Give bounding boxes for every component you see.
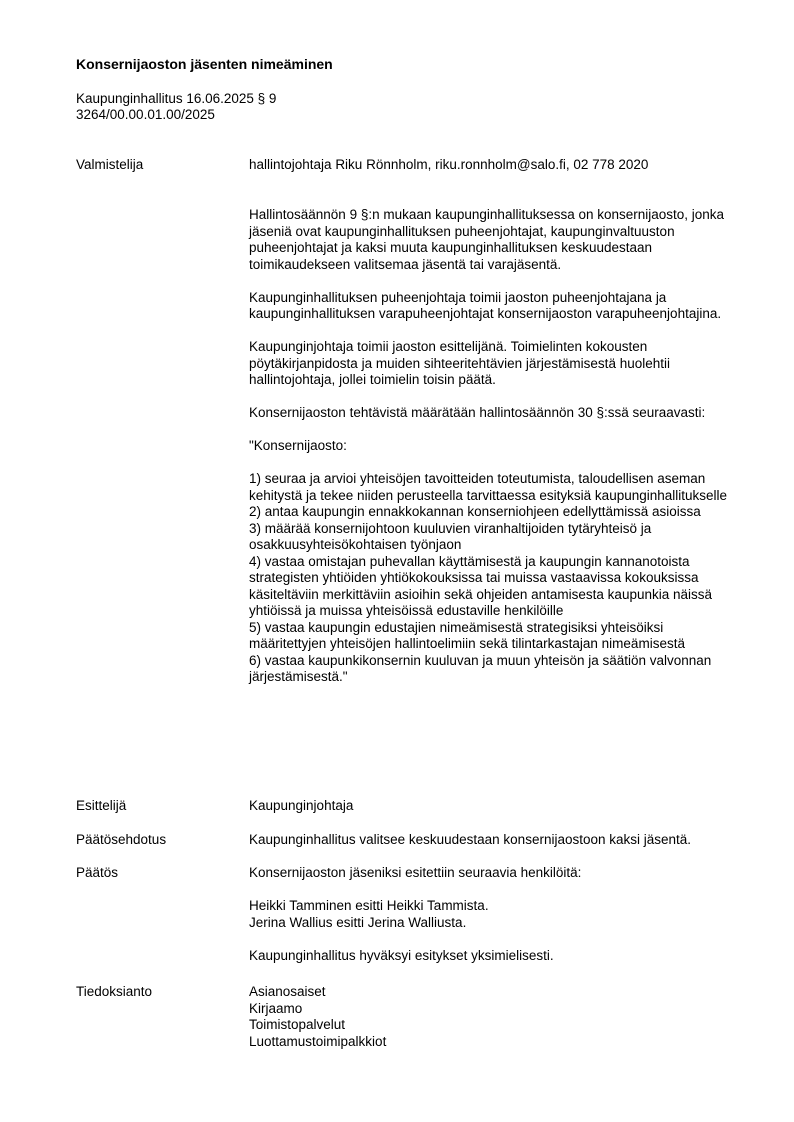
list-item: Asianosaiset	[249, 984, 326, 999]
meeting-reference: Kaupunginhallitus 16.06.2025 § 9	[76, 91, 277, 106]
paatos-line-1: Konsernijaoston jäseniksi esitettiin seuraavia henkilöitä:	[249, 865, 582, 880]
task-list	[249, 471, 735, 686]
paatos-line-3: Jerina Wallius esitti Jerina Walliusta.	[249, 914, 467, 930]
esittelija-label: Esittelijä	[76, 798, 127, 813]
paatosehdotus-value: Kaupunginhallitus valitsee keskuudestaan konsernijaostoon kaksi jäsentä.	[249, 832, 692, 847]
paragraph-3: Kaupunginjohtaja toimii jaoston esittelijänä. Toimielinten kokousten pöytäkirjanpidosta ja muiden sihteeritehtävien järjestämisestä huolehtii hallintojohtaja, jollei toimielin toisin päätä.	[249, 339, 670, 387]
esittelija-value: Kaupunginjohtaja	[249, 798, 354, 813]
list-item: 1) seuraa ja arvioi yhteisöjen tavoitteiden toteutumista, taloudellisen aseman kehitystä ja tekee niiden perusteella tarvittaessa esityksiä kaupunginhallitukselle	[249, 471, 728, 503]
valmistelija-value: hallintojohtaja Riku Rönnholm, riku.ronnholm@salo.fi, 02 778 2020	[249, 157, 649, 172]
valmistelija-label: Valmistelija	[76, 157, 144, 172]
record-number: 3264/00.00.01.00/2025	[76, 107, 215, 122]
paragraph-5: "Konsernijaosto:	[249, 438, 347, 453]
list-item: 4) vastaa omistajan puhevallan käyttämisestä ja kaupungin kannanotoista strategisten yhtiöiden yhtiökokouksissa tai muissa vastaavissa kokouksissa käsiteltäviin merkittäviin asioihin sekä ohjeiden antamisesta kaupunkia näissä yhtiöissä ja muissa yhteisöissä edustaville henkilöille	[249, 553, 713, 618]
paragraph-2: Kaupunginhallituksen puheenjohtaja toimii jaoston puheenjohtajana ja kaupunginhallituksen varapuheenjohtajat konsernijaoston varapuheenjohtajina.	[249, 289, 722, 321]
tiedoksianto-label: Tiedoksianto	[76, 984, 153, 999]
list-item: Toimistopalvelut	[249, 1017, 346, 1032]
body-text	[249, 207, 735, 686]
list-item: 5) vastaa kaupungin edustajien nimeämisestä strategisiksi yhteisöiksi määritettyjen yhteisöjen hallintoelimiin sekä tilintarkastajan nimeämisestä	[249, 619, 685, 651]
list-item: Kirjaamo	[249, 1000, 303, 1016]
paatos-line-4: Kaupunginhallitus hyväksyi esitykset yksimielisesti.	[249, 947, 554, 963]
list-item: 3) määrää konsernijohtoon kuuluvien viranhaltijoiden tytäryhteisö ja osakkuusyhteisökohtaisen työnjaon	[249, 520, 652, 552]
paatosehdotus-label: Päätösehdotus	[76, 832, 167, 847]
list-item: 6) vastaa kaupunkikonsernin kuuluvan ja muun yhteisön ja säätiön valvonnan järjestämisestä."	[249, 652, 712, 684]
list-item: 2) antaa kaupungin ennakkokannan konserniohjeen edellyttämissä asioissa	[249, 504, 701, 519]
document-title: Konsernijaoston jäsenten nimeäminen	[76, 56, 333, 72]
paatos-content	[249, 865, 749, 964]
list-item: Luottamustoimipalkkiot	[249, 1033, 387, 1049]
paragraph-1: Hallintosäännön 9 §:n mukaan kaupunginhallituksessa on konsernijaosto, jonka jäseniä ovat kaupunginhallituksen puheenjohtajat, kaupunginvaltuuston puheenjohtajat ja kaksi muuta kaupunginhallituksen keskuudestaan toimikaudekseen valitsemaa jäsentä tai varajäsentä.	[249, 207, 725, 272]
paatos-label: Päätös	[76, 865, 119, 880]
paragraph-4: Konsernijaoston tehtävistä määrätään hallintosäännön 30 §:ssä seuraavasti:	[249, 405, 706, 420]
paatos-line-2: Heikki Tamminen esitti Heikki Tammista.	[249, 898, 489, 913]
tiedoksianto-list	[249, 984, 749, 1050]
